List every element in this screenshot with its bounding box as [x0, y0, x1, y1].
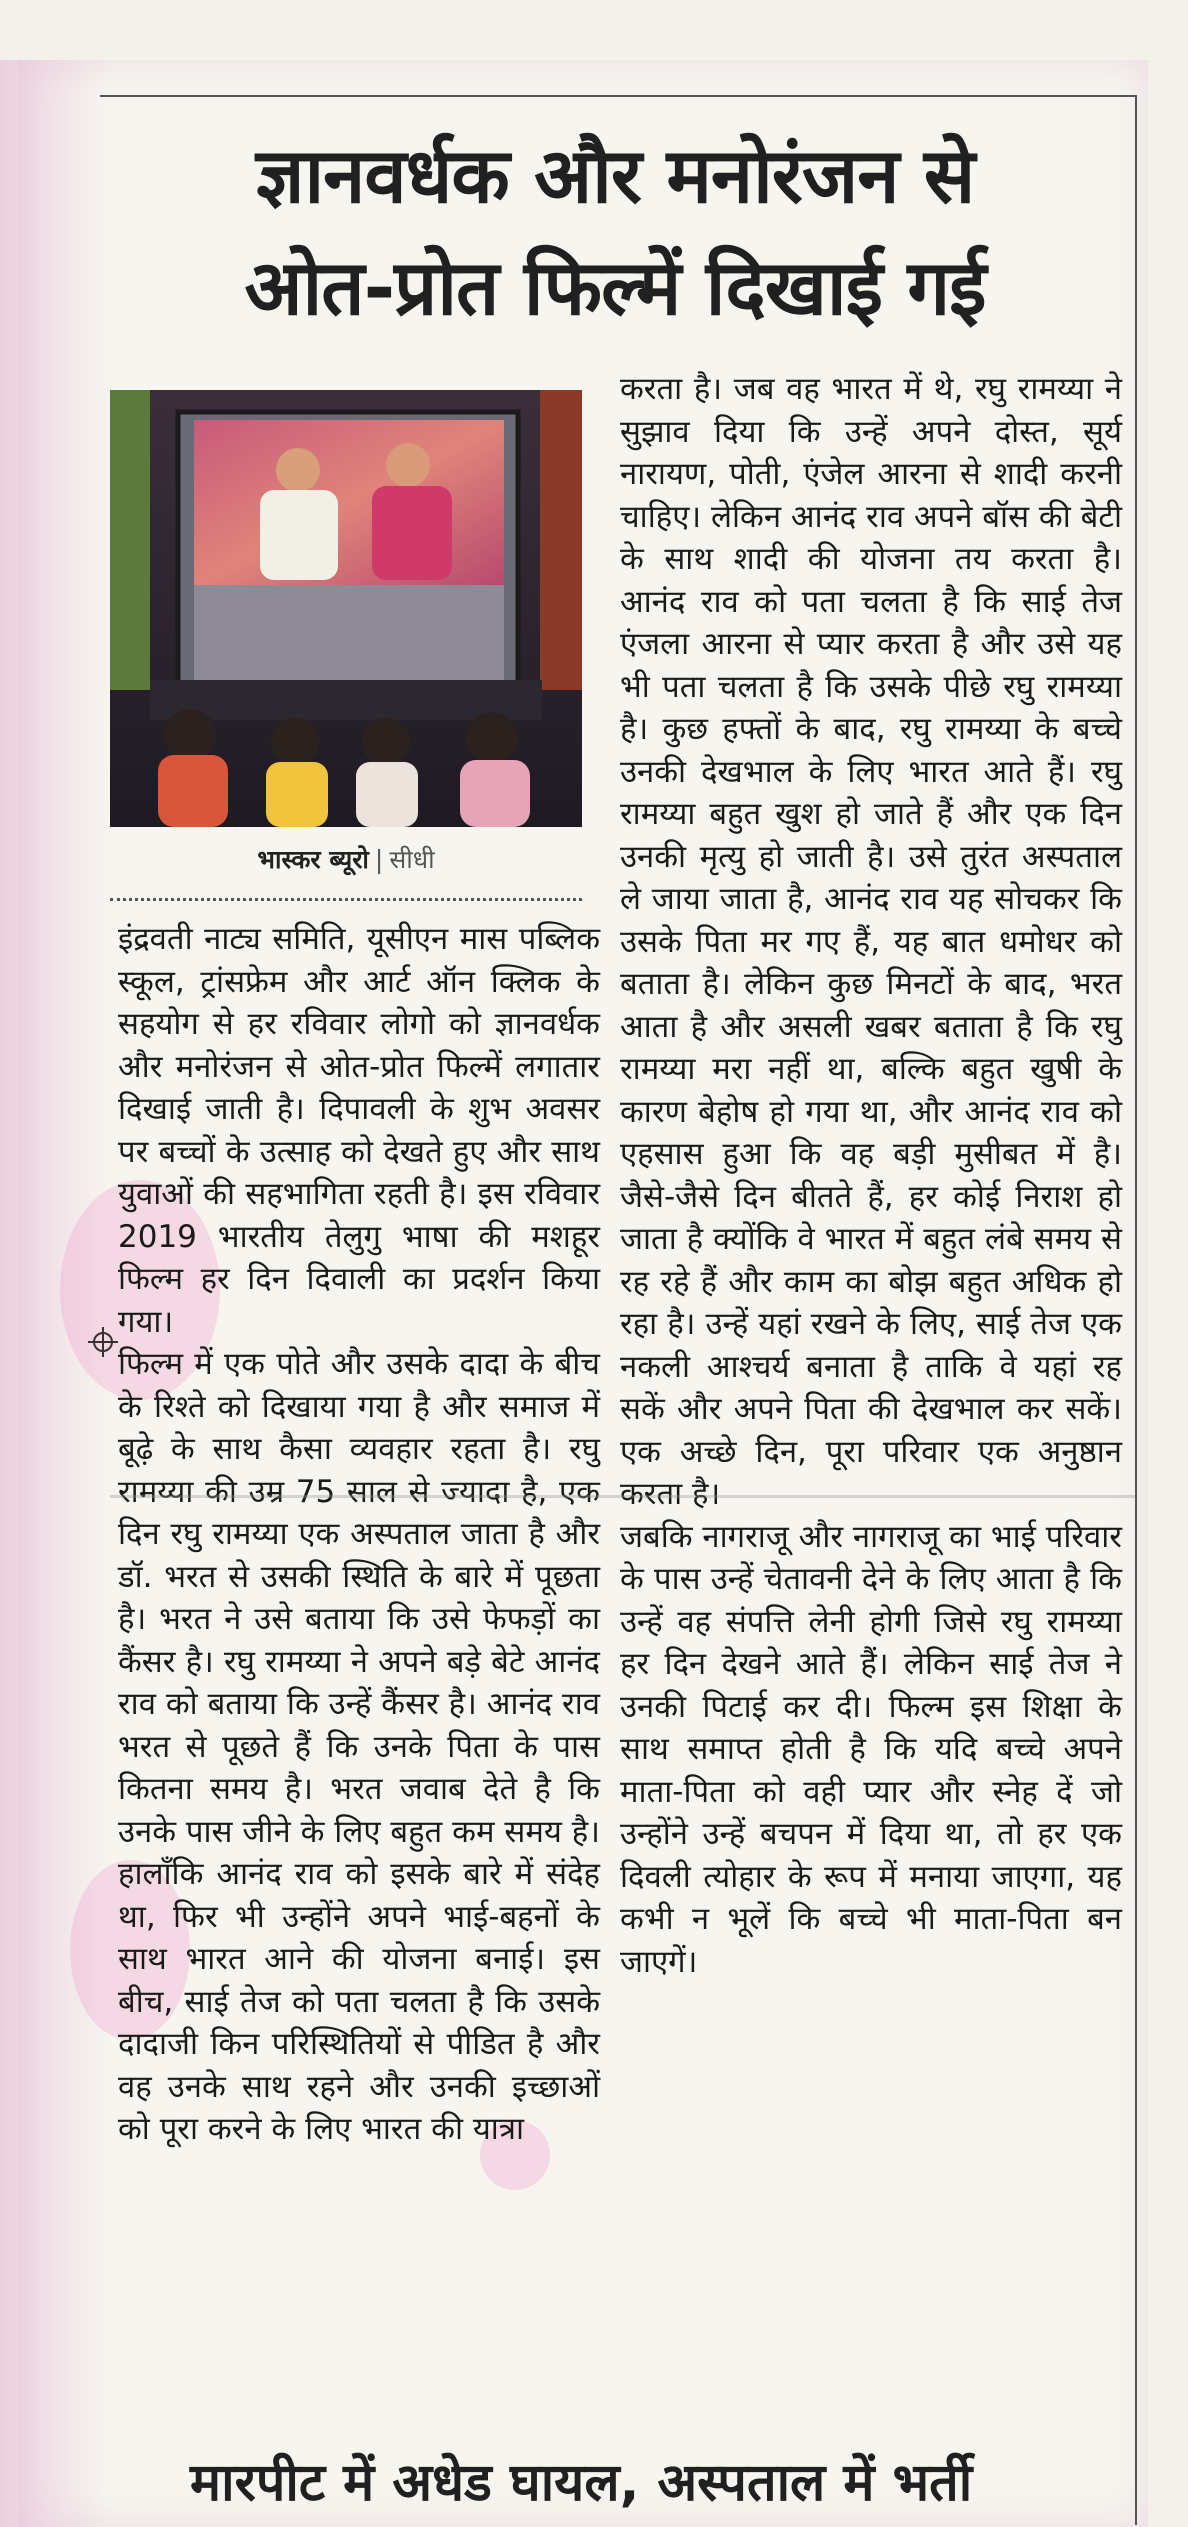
- page-fold-line: [110, 1495, 1135, 1498]
- headline: [95, 120, 1135, 344]
- photo-illustration: [110, 390, 582, 827]
- article-column-left: इंद्रवती नाट्य समिति, यूसीएन मास पब्लिक स्कूल, ट्रांसफ्रेम और आर्ट ऑन क्लिक के सहयोग से हर रविवार लोगो को ज्ञानवर्धक और मनोरंजन से ओत-प्रोत फिल्में लगातार दिखाई जाती है। दिपावली के शुभ अवसर पर बच्चों के उत्साह को देखते हुए और साथ युवाओं की सहभागिता रहती है। इस रविवार 2019 भारतीय तेलुगु भाषा की मशहूर फिल्म हर दिन दिवाली का प्रदर्शन किया गया। फिल्म में एक पोते और उसके दादा के बीच के रिश्ते को दिखाया गया है और समाज में बूढ़े के साथ कैसा व्यवहार रहता है। रघु रामय्या की उम्र 75 साल से ज्यादा है, एक दिन रघु रामय्या एक अस्पताल जाता है और डॉ. भरत से उसकी स्थिति के बारे में पूछता है। भरत ने उसे बताया कि उसे फेफड़ों का कैंसर है। रघु रामय्या ने अपने बड़े बेटे आनंद राव को बताया कि उन्हें कैंसर है। आनंद राव भरत से पूछते हैं कि उनके पिता के पास कितना समय है। भरत जवाब देते है कि उनके पास जीने के लिए बहुत कम समय है। हालाँकि आनंद राव को इसके बारे में संदेह था, फिर भी उन्होंने अपने भाई-बहनों के साथ भारत आने की योजना बनाई। इस बीच, साई तेज को पता चलता है कि उसके दादाजी किन परिस्थितियों से पीडित है और वह उनके साथ रहने और उनकी इच्छाओं को पूरा करने के लिए भारत की यात्रा: [118, 921, 600, 2147]
- byline: [110, 842, 582, 876]
- byline-place: सीधी: [389, 845, 435, 874]
- registration-mark-icon: [88, 1327, 118, 1357]
- byline-separator: |: [374, 845, 384, 874]
- headline-line-1: ज्ञानवर्धक और मनोरंजन से: [255, 131, 975, 220]
- byline-agency: भास्कर ब्यूरो: [257, 845, 369, 874]
- dotted-divider: [110, 898, 582, 901]
- headline-line-2: ओत-प्रोत फिल्में दिखाई गई: [244, 243, 986, 332]
- top-rule: [100, 95, 1135, 97]
- photo-screening-image: [110, 390, 582, 827]
- article-column-right: करता है। जब वह भारत में थे, रघु रामय्या ने सुझाव दिया कि उन्हें अपने दोस्त, सूर्य नारायण, पोती, एंजेल आरना से शादी करनी चाहिए। लेकिन आनंद राव अपने बॉस की बेटी के साथ शादी की योजना तय करता है। आनंद राव को पता चलता है कि साई तेज एंजला आरना से प्यार करता है और उसे यह भी पता चलता है कि उसके पीछे रघु रामय्या है। कुछ हफ्तों के बाद, रघु रामय्या के बच्चे उनकी देखभाल के लिए भारत आते हैं। रघु रामय्या बहुत खुश हो जाते हैं और एक दिन उनकी मृत्यु हो जाती है। उसे तुरंत अस्पताल ले जाया जाता है, आनंद राव यह सोचकर कि उसके पिता मर गए हैं, यह बात धमोधर को बताता है। लेकिन कुछ मिनटों के बाद, भरत आता है और असली खबर बताता है कि रघु रामय्या मरा नहीं था, बल्कि बहुत खुषी के कारण बेहोष हो गया था, और आनंद राव को एहसास हुआ कि वह बड़ी मुसीबत में है। जैसे-जैसे दिन बीतते हैं, हर कोई निराश हो जाता है क्योंकि वे भारत में बहुत लंबे समय से रह रहे हैं और काम का बोझ बहुत अधिक हो रहा है। उन्हें यहां रखने के लिए, साई तेज एक नकली आश्चर्य बनाता है ताकि वे यहां रह सकें और अपने पिता की देखभाल कर सकें। एक अच्छे दिन, पूरा परिवार एक अनुष्ठान करता है। जबकि नागराजू और नागराजू का भाई परिवार के पास उन्हें चेतावनी देने के लिए आता है कि उन्हें वह संपत्ति लेनी होगी जिसे रघु रामय्या हर दिन देखने आते हैं। लेकिन साई तेज ने उनकी पिटाई कर दी। फिल्म इस शिक्षा के साथ समाप्त होती है कि यदि बच्चे अपने माता-पिता को वही प्यार और स्नेह दें जो उन्होंने उन्हें बचपन में दिया था, तो हर एक दिवली त्योहार के रूप में मनाया जाएगा, यह कभी न भूलें कि बच्चे भी माता-पिता बन जाएगें।: [620, 371, 1122, 1980]
- next-article-headline: मारपीट में अधेड घायल, अस्पताल में भर्ती: [190, 2453, 973, 2513]
- right-rule: [1135, 95, 1137, 2525]
